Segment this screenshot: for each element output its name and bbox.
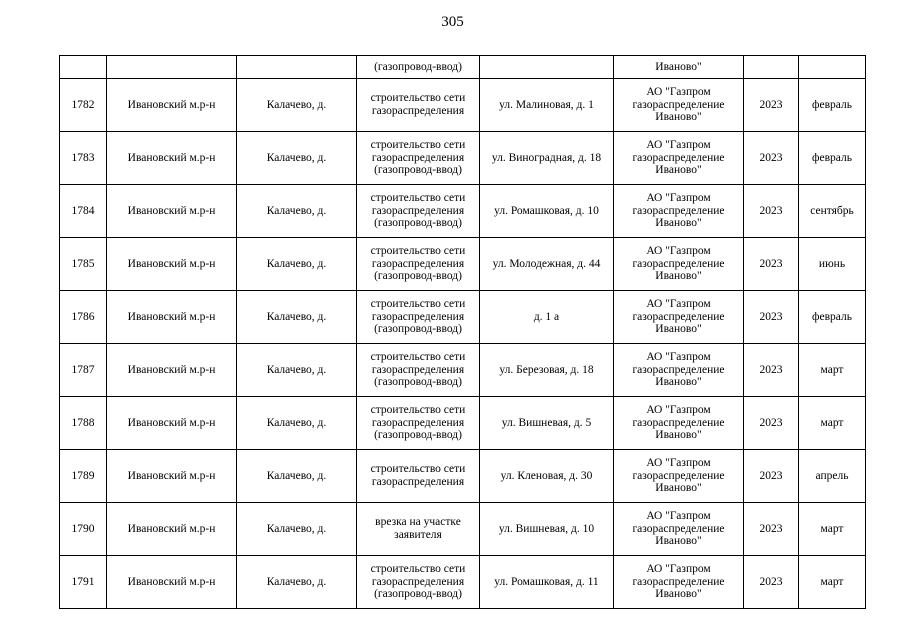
cell-settlement: Калачево, д. <box>237 185 357 238</box>
cell-work: строительство сети газораспределения (газопровод-ввод) <box>357 132 480 185</box>
cell-address: д. 1 а <box>480 291 614 344</box>
cell-number: 1782 <box>60 79 107 132</box>
cell-organization: АО "Газпром газораспределение Иваново" <box>614 238 744 291</box>
cell-address: ул. Ромашковая, д. 11 <box>480 556 614 609</box>
cell-year: 2023 <box>744 185 799 238</box>
cell-district: Ивановский м.р-н <box>107 503 237 556</box>
page-number: 305 <box>441 14 464 30</box>
cell-number: 1789 <box>60 450 107 503</box>
cell-district <box>107 56 237 79</box>
cell-district: Ивановский м.р-н <box>107 344 237 397</box>
table-row-continuation <box>60 56 866 79</box>
cell-work: строительство сети газораспределения (газопровод-ввод) <box>357 185 480 238</box>
cell-address: ул. Малиновая, д. 1 <box>480 79 614 132</box>
cell-settlement: Калачево, д. <box>237 556 357 609</box>
table-row <box>60 79 866 132</box>
table-row <box>60 344 866 397</box>
cell-year: 2023 <box>744 344 799 397</box>
cell-organization: Иваново" <box>614 56 744 79</box>
cell-address: ул. Молодежная, д. 44 <box>480 238 614 291</box>
cell-work: врезка на участке заявителя <box>357 503 480 556</box>
cell-district: Ивановский м.р-н <box>107 238 237 291</box>
cell-district: Ивановский м.р-н <box>107 291 237 344</box>
table-row <box>60 397 866 450</box>
cell-district: Ивановский м.р-н <box>107 450 237 503</box>
cell-settlement: Калачево, д. <box>237 397 357 450</box>
cell-organization: АО "Газпром газораспределение Иваново" <box>614 450 744 503</box>
cell-settlement: Калачево, д. <box>237 132 357 185</box>
cell-number: 1788 <box>60 397 107 450</box>
cell-month: апрель <box>799 450 866 503</box>
table-row <box>60 132 866 185</box>
table-row <box>60 503 866 556</box>
cell-organization: АО "Газпром газораспределение Иваново" <box>614 291 744 344</box>
cell-work: строительство сети газораспределения <box>357 450 480 503</box>
cell-organization: АО "Газпром газораспределение Иваново" <box>614 503 744 556</box>
cell-district: Ивановский м.р-н <box>107 397 237 450</box>
cell-address: ул. Вишневая, д. 5 <box>480 397 614 450</box>
cell-year: 2023 <box>744 397 799 450</box>
cell-year: 2023 <box>744 79 799 132</box>
cell-year <box>744 56 799 79</box>
cell-address: ул. Кленовая, д. 30 <box>480 450 614 503</box>
cell-month: сентябрь <box>799 185 866 238</box>
cell-year: 2023 <box>744 503 799 556</box>
cell-year: 2023 <box>744 132 799 185</box>
table-row <box>60 238 866 291</box>
cell-month: февраль <box>799 132 866 185</box>
cell-number: 1785 <box>60 238 107 291</box>
table-body <box>60 56 866 609</box>
cell-month: март <box>799 556 866 609</box>
cell-address: ул. Виноградная, д. 18 <box>480 132 614 185</box>
cell-work: строительство сети газораспределения (газопровод-ввод) <box>357 397 480 450</box>
cell-address: ул. Березовая, д. 18 <box>480 344 614 397</box>
cell-settlement: Калачево, д. <box>237 238 357 291</box>
cell-number: 1783 <box>60 132 107 185</box>
cell-number: 1791 <box>60 556 107 609</box>
table-row <box>60 556 866 609</box>
cell-number: 1786 <box>60 291 107 344</box>
cell-year: 2023 <box>744 556 799 609</box>
table-row <box>60 185 866 238</box>
cell-month: март <box>799 344 866 397</box>
cell-organization: АО "Газпром газораспределение Иваново" <box>614 185 744 238</box>
cell-address: ул. Вишневая, д. 10 <box>480 503 614 556</box>
cell-year: 2023 <box>744 238 799 291</box>
cell-month: март <box>799 503 866 556</box>
cell-district: Ивановский м.р-н <box>107 185 237 238</box>
cell-number <box>60 56 107 79</box>
cell-month: март <box>799 397 866 450</box>
cell-work: строительство сети газораспределения <box>357 79 480 132</box>
cell-work: (газопровод-ввод) <box>357 56 480 79</box>
cell-address: ул. Ромашковая, д. 10 <box>480 185 614 238</box>
cell-settlement: Калачево, д. <box>237 79 357 132</box>
cell-settlement: Калачево, д. <box>237 503 357 556</box>
cell-work: строительство сети газораспределения (газопровод-ввод) <box>357 238 480 291</box>
cell-month: июнь <box>799 238 866 291</box>
cell-address <box>480 56 614 79</box>
table-row <box>60 450 866 503</box>
cell-settlement: Калачево, д. <box>237 450 357 503</box>
cell-organization: АО "Газпром газораспределение Иваново" <box>614 79 744 132</box>
cell-organization: АО "Газпром газораспределение Иваново" <box>614 344 744 397</box>
cell-month: февраль <box>799 79 866 132</box>
cell-district: Ивановский м.р-н <box>107 79 237 132</box>
gas-network-table <box>59 55 866 609</box>
cell-organization: АО "Газпром газораспределение Иваново" <box>614 556 744 609</box>
cell-organization: АО "Газпром газораспределение Иваново" <box>614 397 744 450</box>
cell-work: строительство сети газораспределения (газопровод-ввод) <box>357 291 480 344</box>
cell-month <box>799 56 866 79</box>
cell-organization: АО "Газпром газораспределение Иваново" <box>614 132 744 185</box>
cell-district: Ивановский м.р-н <box>107 132 237 185</box>
cell-month: февраль <box>799 291 866 344</box>
cell-settlement: Калачево, д. <box>237 344 357 397</box>
cell-settlement <box>237 56 357 79</box>
cell-number: 1790 <box>60 503 107 556</box>
gas-network-table-container <box>59 55 854 609</box>
cell-district: Ивановский м.р-н <box>107 556 237 609</box>
table-row <box>60 291 866 344</box>
cell-year: 2023 <box>744 450 799 503</box>
cell-work: строительство сети газораспределения (газопровод-ввод) <box>357 556 480 609</box>
cell-number: 1784 <box>60 185 107 238</box>
cell-settlement: Калачево, д. <box>237 291 357 344</box>
cell-number: 1787 <box>60 344 107 397</box>
cell-year: 2023 <box>744 291 799 344</box>
cell-work: строительство сети газораспределения (газопровод-ввод) <box>357 344 480 397</box>
